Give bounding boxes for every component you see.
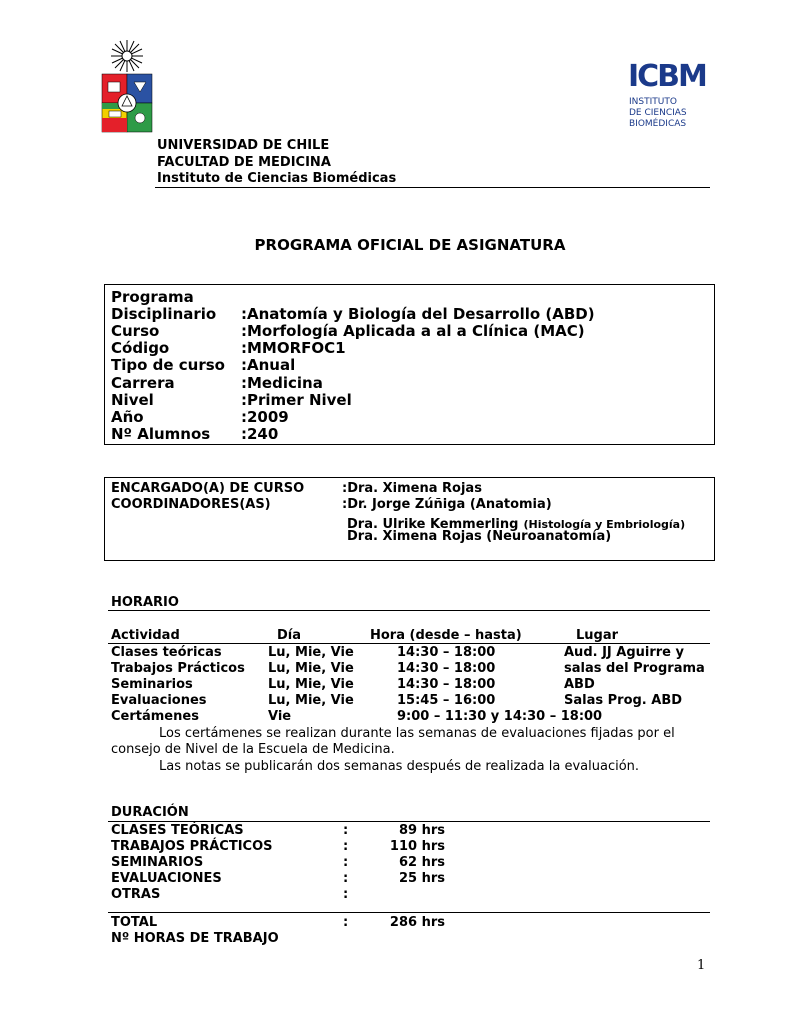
col-header-lugar: Lugar [576, 628, 619, 643]
horario-note-1b: consejo de Nivel de la Escuela de Medicina. [111, 742, 395, 757]
encargado-label: ENCARGADO(A) DE CURSO [111, 481, 305, 496]
total-sep: : [343, 915, 349, 930]
coordinator-2-note: (Histología y Embriología) [523, 518, 686, 531]
encargado-value: :Dra. Ximena Rojas [342, 481, 482, 496]
horario-note-2: Las notas se publicarán dos semanas después de realizada la evaluación. [159, 759, 640, 774]
col-header-dia: Día [277, 628, 302, 643]
crest-icon [98, 38, 158, 134]
total-label: TOTAL [111, 915, 158, 930]
duracion-rule [108, 821, 710, 822]
university-crest-logo [98, 38, 158, 134]
coordinadores-label: COORDINADORES(AS) [111, 497, 271, 512]
horario-rule [108, 610, 710, 611]
horario-note-1a: Los certámenes se realizan durante las semanas de evaluaciones fijadas por el [159, 726, 675, 741]
icbm-line1: INSTITUTO [629, 97, 677, 107]
page-title: PROGRAMA OFICIAL DE ASIGNATURA [254, 236, 566, 254]
icbm-logo [628, 60, 708, 130]
header-rule [155, 187, 710, 188]
icbm-mark: ICBM [628, 59, 706, 94]
horario-title: HORARIO [111, 595, 179, 610]
col-header-hora: Hora (desde – hasta) [370, 628, 522, 643]
hours-label: Nº HORAS DE TRABAJO [111, 931, 279, 946]
icbm-line3: BIOMÉDICAS [629, 119, 687, 129]
coordinator-2: Dra. Ulrike Kemmerling (Histología y Embriología) [347, 517, 686, 532]
page-number: 1 [697, 958, 706, 973]
faculty-name: FACULTAD DE MEDICINA [157, 155, 331, 170]
total-rule [108, 912, 710, 913]
duracion-title: DURACIÓN [111, 805, 189, 820]
university-name: UNIVERSIDAD DE CHILE [157, 138, 330, 153]
institute-name: Instituto de Ciencias Biomédicas [157, 171, 397, 186]
coordinator-3: Dra. Ximena Rojas (Neuroanatomía) [347, 529, 612, 544]
coordinator-1: :Dr. Jorge Zúñiga (Anatomia) [342, 497, 552, 512]
total-value: 286 hrs [389, 915, 445, 930]
horario-header-rule [108, 643, 710, 644]
icbm-line2: DE CIENCIAS [629, 108, 687, 118]
col-header-actividad: Actividad [111, 628, 180, 643]
